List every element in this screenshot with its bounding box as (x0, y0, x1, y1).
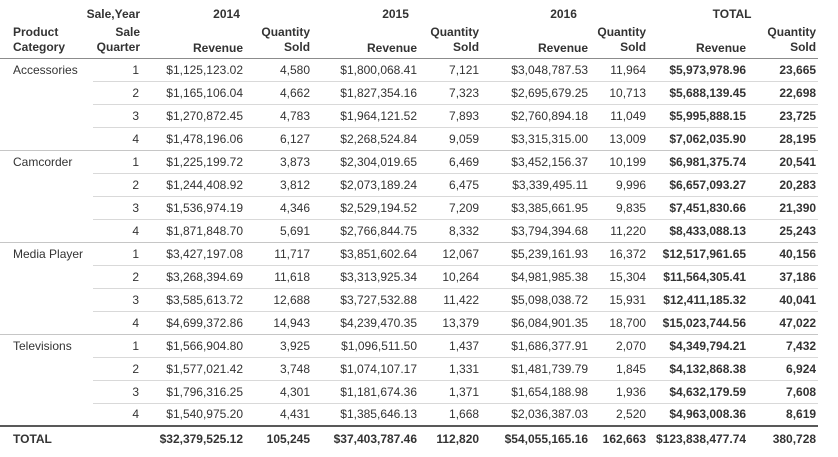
cell-revenue-2016: $3,385,661.95 (481, 196, 590, 219)
cell-revenue-2015: $2,529,194.52 (312, 196, 419, 219)
cell-revenue-2016: $3,339,495.11 (481, 173, 590, 196)
quarter-cell: 4 (93, 127, 143, 150)
cell-quantity-2016: 13,009 (590, 127, 648, 150)
cell-revenue-2014: $1,540,975.20 (143, 403, 245, 426)
header-row-measures (0, 22, 818, 58)
cell-quantity-2014: 3,873 (245, 150, 312, 173)
cell-revenue-2014: $1,566,904.80 (143, 334, 245, 357)
quarter-cell: 2 (93, 357, 143, 380)
cell-quantity-2016: 10,199 (590, 150, 648, 173)
cell-quantity-2016: 1,845 (590, 357, 648, 380)
table-row (0, 173, 818, 196)
cell-quantity-total: 40,041 (748, 288, 818, 311)
cell-quantity-2015: 7,893 (419, 104, 481, 127)
cell-quantity-2014: 5,691 (245, 219, 312, 242)
revenue-header-total: Revenue (648, 22, 748, 58)
cell-revenue-2015: $2,304,019.65 (312, 150, 419, 173)
quantity-header-line1: Quantity (767, 24, 817, 39)
table-row (0, 380, 818, 403)
cell-quantity-2016: 2,070 (590, 334, 648, 357)
cell-quantity-2014: 14,943 (245, 311, 312, 334)
cell-revenue-total: $15,023,744.56 (648, 311, 748, 334)
quantity-header-line1: Quantity (597, 24, 647, 39)
cell-revenue-total: $6,657,093.27 (648, 173, 748, 196)
cell-quantity-2014: 4,783 (245, 104, 312, 127)
cell-quantity-2014: 4,346 (245, 196, 312, 219)
cell-quantity-2015: 12,067 (419, 242, 481, 265)
cell-revenue-2014: $3,585,613.72 (143, 288, 245, 311)
cell-quantity-total: 6,924 (748, 357, 818, 380)
cell-revenue-2016: $5,239,161.93 (481, 242, 590, 265)
product-category-header-line2: Category (13, 39, 66, 54)
cell-quantity-total: 47,022 (748, 311, 818, 334)
cell-revenue-total: $5,995,888.15 (648, 104, 748, 127)
cell-quantity-2015: 6,469 (419, 150, 481, 173)
cell-revenue-2016: $2,036,387.03 (481, 403, 590, 426)
cell-revenue-total: $4,349,794.21 (648, 334, 748, 357)
table-row (0, 104, 818, 127)
cell-quantity-2016: 11,049 (590, 104, 648, 127)
total-cell-quantity-total: 380,728 (748, 426, 818, 450)
cell-quantity-total: 40,156 (748, 242, 818, 265)
cell-revenue-2015: $3,313,925.34 (312, 265, 419, 288)
cell-quantity-2015: 6,475 (419, 173, 481, 196)
cell-quantity-2016: 1,936 (590, 380, 648, 403)
cell-quantity-2016: 9,835 (590, 196, 648, 219)
cell-revenue-2016: $2,695,679.25 (481, 81, 590, 104)
cell-quantity-2016: 10,713 (590, 81, 648, 104)
cell-revenue-2014: $1,225,199.72 (143, 150, 245, 173)
total-cell-quantity-2014: 105,245 (245, 426, 312, 450)
quarter-cell: 4 (93, 311, 143, 334)
cell-quantity-2016: 15,304 (590, 265, 648, 288)
cell-quantity-2015: 8,332 (419, 219, 481, 242)
quantity-sold-header-2016 (590, 22, 648, 58)
category-cell: Media Player (0, 242, 93, 334)
cell-quantity-2015: 11,422 (419, 288, 481, 311)
cell-quantity-total: 20,541 (748, 150, 818, 173)
total-cell-quantity-2016: 162,663 (590, 426, 648, 450)
cell-quantity-2015: 1,668 (419, 403, 481, 426)
quantity-header-line1: Quantity (430, 24, 480, 39)
cell-revenue-2015: $3,851,602.64 (312, 242, 419, 265)
quarter-cell: 3 (93, 196, 143, 219)
quarter-cell: 1 (93, 58, 143, 81)
cell-revenue-2016: $3,048,787.53 (481, 58, 590, 81)
cell-revenue-total: $11,564,305.41 (648, 265, 748, 288)
cell-revenue-2014: $1,871,848.70 (143, 219, 245, 242)
quantity-header-line2: Sold (453, 39, 480, 54)
cell-revenue-2014: $1,536,974.19 (143, 196, 245, 219)
table-row (0, 58, 818, 81)
year-header-2015: 2015 (382, 7, 409, 21)
cell-revenue-2016: $1,686,377.91 (481, 334, 590, 357)
table-row (0, 265, 818, 288)
quarter-cell: 2 (93, 81, 143, 104)
cell-revenue-2016: $1,481,739.79 (481, 357, 590, 380)
quantity-header-line2: Sold (284, 39, 311, 54)
quarter-cell: 4 (93, 219, 143, 242)
cell-revenue-total: $8,433,088.13 (648, 219, 748, 242)
total-cell-quantity-2015: 112,820 (419, 426, 481, 450)
category-cell: Accessories (0, 58, 93, 150)
cell-revenue-2015: $4,239,470.35 (312, 311, 419, 334)
cell-revenue-2015: $2,766,844.75 (312, 219, 419, 242)
table-row (0, 403, 818, 426)
cell-quantity-2014: 12,688 (245, 288, 312, 311)
cell-quantity-total: 37,186 (748, 265, 818, 288)
total-cell-revenue-2016: $54,055,165.16 (481, 426, 590, 450)
quantity-sold-header-2014 (245, 22, 312, 58)
sale-year-header: Sale,Year (86, 7, 141, 21)
cell-quantity-total: 8,619 (748, 403, 818, 426)
cell-revenue-2014: $1,165,106.04 (143, 81, 245, 104)
cell-revenue-2015: $2,073,189.24 (312, 173, 419, 196)
cell-revenue-2016: $3,794,394.68 (481, 219, 590, 242)
cell-quantity-total: 21,390 (748, 196, 818, 219)
quarter-cell: 4 (93, 403, 143, 426)
sale-quarter-header-line1: Sale (115, 24, 141, 39)
cell-quantity-2015: 13,379 (419, 311, 481, 334)
cell-quantity-2015: 7,121 (419, 58, 481, 81)
cell-quantity-total: 20,283 (748, 173, 818, 196)
total-label: TOTAL (0, 426, 143, 450)
cell-quantity-2016: 18,700 (590, 311, 648, 334)
total-row (0, 426, 818, 450)
cell-revenue-2015: $3,727,532.88 (312, 288, 419, 311)
year-header-2016: 2016 (550, 7, 577, 21)
cell-quantity-2015: 7,323 (419, 81, 481, 104)
cell-revenue-2015: $1,074,107.17 (312, 357, 419, 380)
cell-quantity-2016: 15,931 (590, 288, 648, 311)
sale-quarter-header (93, 22, 143, 58)
cell-revenue-total: $4,132,868.38 (648, 357, 748, 380)
cell-revenue-total: $4,632,179.59 (648, 380, 748, 403)
cell-quantity-2016: 11,964 (590, 58, 648, 81)
cell-quantity-total: 23,665 (748, 58, 818, 81)
total-cell-revenue-2014: $32,379,525.12 (143, 426, 245, 450)
cell-revenue-2014: $1,478,196.06 (143, 127, 245, 150)
cell-revenue-2015: $1,800,068.41 (312, 58, 419, 81)
quantity-header-line2: Sold (620, 39, 647, 54)
quarter-cell: 1 (93, 150, 143, 173)
cell-revenue-total: $5,973,978.96 (648, 58, 748, 81)
table-row (0, 311, 818, 334)
table-row (0, 150, 818, 173)
cell-revenue-total: $12,411,185.32 (648, 288, 748, 311)
cell-revenue-2016: $4,981,985.38 (481, 265, 590, 288)
table-row (0, 288, 818, 311)
cell-revenue-2015: $2,268,524.84 (312, 127, 419, 150)
cell-revenue-2015: $1,096,511.50 (312, 334, 419, 357)
cell-quantity-2016: 9,996 (590, 173, 648, 196)
cell-revenue-2015: $1,964,121.52 (312, 104, 419, 127)
quarter-cell: 2 (93, 173, 143, 196)
quantity-sold-header-2015 (419, 22, 481, 58)
quarter-cell: 3 (93, 380, 143, 403)
cell-quantity-2016: 2,520 (590, 403, 648, 426)
table-row (0, 334, 818, 357)
cell-quantity-2015: 10,264 (419, 265, 481, 288)
cell-quantity-2016: 16,372 (590, 242, 648, 265)
cell-revenue-2016: $3,452,156.37 (481, 150, 590, 173)
quantity-sold-header-total (748, 22, 818, 58)
cell-quantity-2014: 4,301 (245, 380, 312, 403)
cell-revenue-2014: $3,427,197.08 (143, 242, 245, 265)
cell-revenue-total: $4,963,008.36 (648, 403, 748, 426)
cell-quantity-2016: 11,220 (590, 219, 648, 242)
cell-revenue-2015: $1,385,646.13 (312, 403, 419, 426)
cell-revenue-total: $12,517,961.65 (648, 242, 748, 265)
year-header-total: TOTAL (712, 7, 752, 21)
cell-revenue-2014: $1,270,872.45 (143, 104, 245, 127)
table-row (0, 81, 818, 104)
table-header (0, 0, 818, 58)
cell-quantity-2015: 9,059 (419, 127, 481, 150)
table-row (0, 242, 818, 265)
cell-quantity-2014: 4,662 (245, 81, 312, 104)
total-cell-revenue-total: $123,838,477.74 (648, 426, 748, 450)
table-row (0, 357, 818, 380)
cell-revenue-total: $7,062,035.90 (648, 127, 748, 150)
cell-quantity-2014: 11,717 (245, 242, 312, 265)
cell-revenue-total: $5,688,139.45 (648, 81, 748, 104)
cell-revenue-2016: $1,654,188.98 (481, 380, 590, 403)
cell-quantity-2014: 3,748 (245, 357, 312, 380)
cell-revenue-2014: $1,796,316.25 (143, 380, 245, 403)
cell-quantity-2015: 1,371 (419, 380, 481, 403)
quantity-header-line2: Sold (790, 39, 817, 54)
revenue-header-2015: Revenue (312, 22, 419, 58)
cell-revenue-2015: $1,181,674.36 (312, 380, 419, 403)
revenue-header-2016: Revenue (481, 22, 590, 58)
cell-quantity-2014: 3,925 (245, 334, 312, 357)
cell-quantity-total: 28,195 (748, 127, 818, 150)
quantity-header-line1: Quantity (261, 24, 311, 39)
cell-revenue-2014: $1,577,021.42 (143, 357, 245, 380)
cell-revenue-2014: $4,699,372.86 (143, 311, 245, 334)
cell-revenue-2015: $1,827,354.16 (312, 81, 419, 104)
quarter-cell: 2 (93, 265, 143, 288)
cell-quantity-2014: 4,431 (245, 403, 312, 426)
table-row (0, 219, 818, 242)
quarter-cell: 1 (93, 334, 143, 357)
sale-quarter-header-line2: Quarter (96, 39, 141, 54)
cell-quantity-total: 7,608 (748, 380, 818, 403)
cell-revenue-2014: $1,244,408.92 (143, 173, 245, 196)
table-row (0, 196, 818, 219)
header-row-years (0, 0, 818, 22)
cell-quantity-2014: 6,127 (245, 127, 312, 150)
table-row (0, 127, 818, 150)
cell-quantity-2014: 4,580 (245, 58, 312, 81)
product-category-header (0, 22, 93, 58)
total-cell-revenue-2015: $37,403,787.46 (312, 426, 419, 450)
cell-quantity-total: 25,243 (748, 219, 818, 242)
category-cell: Televisions (0, 334, 93, 426)
cell-revenue-2014: $3,268,394.69 (143, 265, 245, 288)
category-cell: Camcorder (0, 150, 93, 242)
cell-revenue-2016: $5,098,038.72 (481, 288, 590, 311)
cell-revenue-2016: $2,760,894.18 (481, 104, 590, 127)
cell-revenue-total: $7,451,830.66 (648, 196, 748, 219)
cell-quantity-total: 22,698 (748, 81, 818, 104)
quarter-cell: 3 (93, 288, 143, 311)
cell-quantity-2015: 7,209 (419, 196, 481, 219)
revenue-header-2014: Revenue (143, 22, 245, 58)
product-category-header-line1: Product (13, 24, 59, 39)
cell-quantity-total: 23,725 (748, 104, 818, 127)
quarter-cell: 1 (93, 242, 143, 265)
cell-quantity-2015: 1,331 (419, 357, 481, 380)
cell-revenue-total: $6,981,375.74 (648, 150, 748, 173)
quarter-cell: 3 (93, 104, 143, 127)
cell-revenue-2014: $1,125,123.02 (143, 58, 245, 81)
table-body (0, 58, 818, 450)
cell-quantity-2014: 11,618 (245, 265, 312, 288)
cell-revenue-2016: $6,084,901.35 (481, 311, 590, 334)
cell-quantity-total: 7,432 (748, 334, 818, 357)
year-header-2014: 2014 (213, 7, 240, 21)
cell-quantity-2014: 3,812 (245, 173, 312, 196)
cell-revenue-2016: $3,315,315.00 (481, 127, 590, 150)
cell-quantity-2015: 1,437 (419, 334, 481, 357)
